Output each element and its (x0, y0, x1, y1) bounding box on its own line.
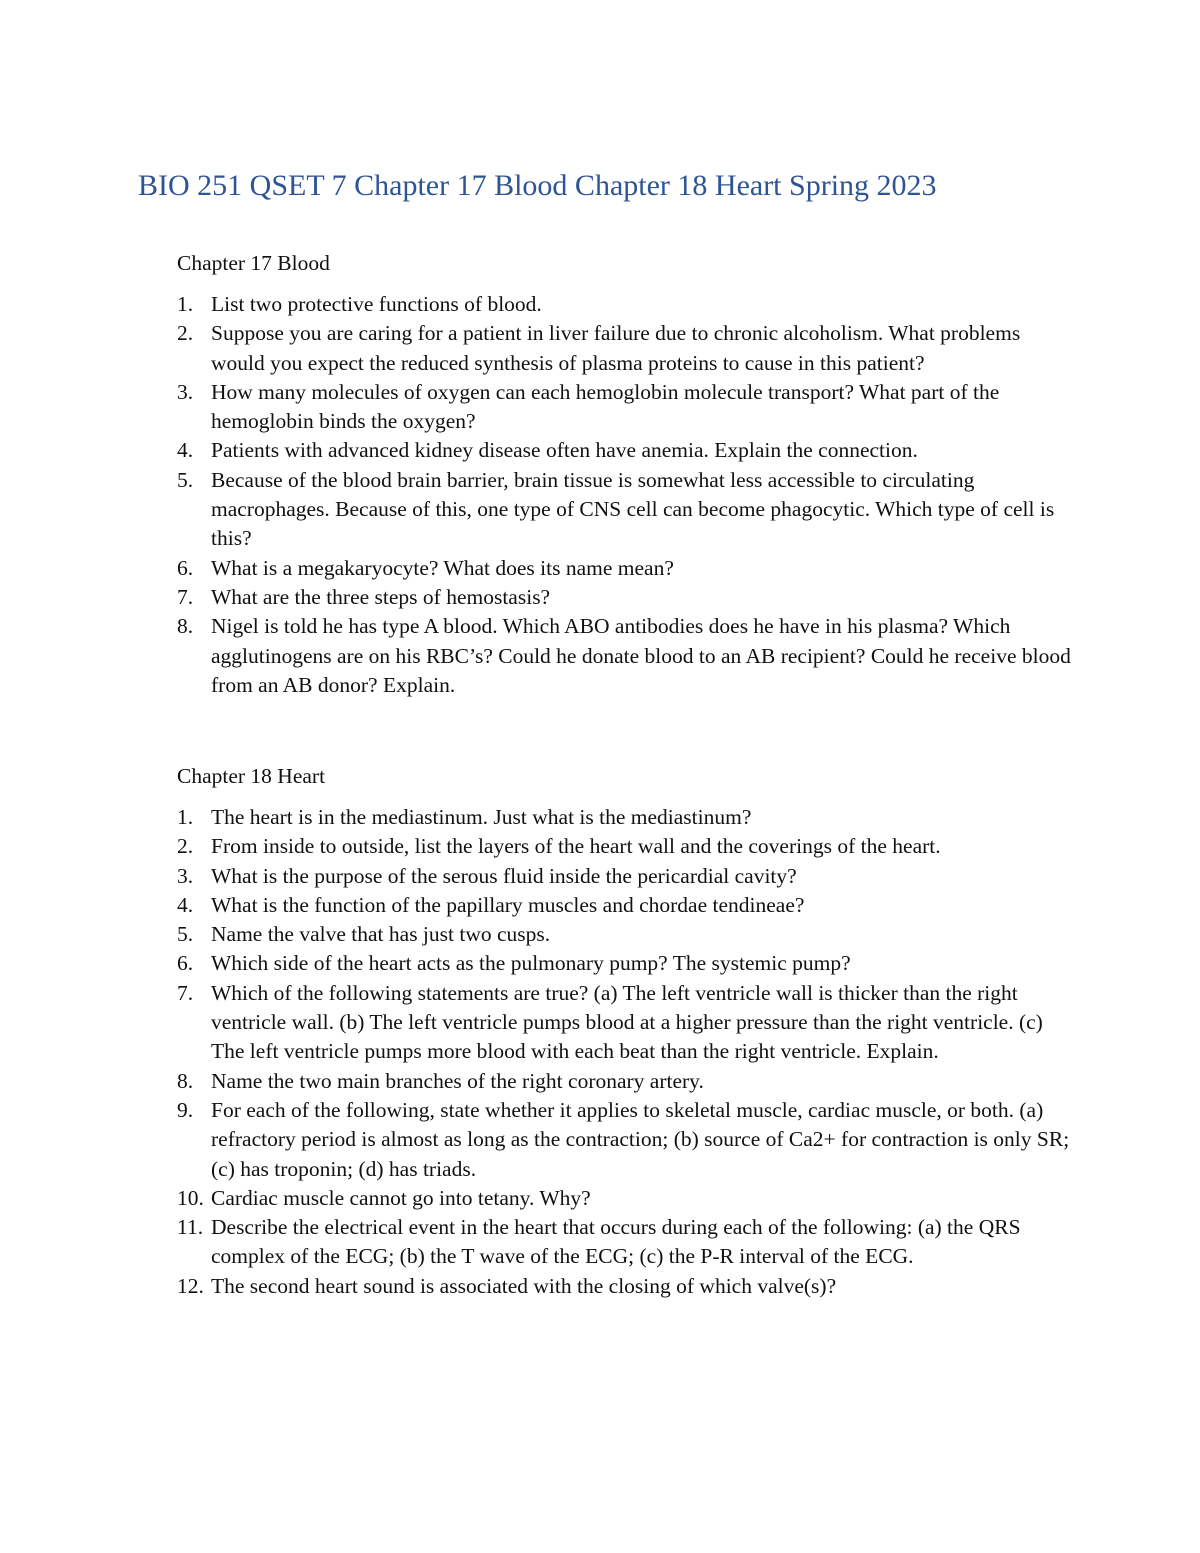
question-item (177, 378, 1077, 437)
question-number: 12. (177, 1273, 204, 1298)
question-number: 2. (177, 834, 194, 859)
question-item (177, 979, 1077, 1067)
question-item (177, 832, 1077, 861)
question-item (177, 920, 1077, 949)
question-item (177, 803, 1077, 832)
question-text: Because of the blood brain barrier, brain tissue is somewhat less accessible to circulating macrophages. Because of this, one type of CNS cell can become phagocytic. Which type of cell is this? (211, 467, 1055, 551)
section-heading: Chapter 18 Heart (177, 764, 326, 788)
question-item (177, 1067, 1077, 1096)
question-item (177, 436, 1077, 465)
question-text: Suppose you are caring for a patient in liver failure due to chronic alcoholism. What problems would you expect the reduced synthesis of plasma proteins to cause in this patient? (211, 321, 1021, 375)
question-item (177, 466, 1077, 554)
question-text: What is the function of the papillary muscles and chordae tendineae? (211, 892, 805, 917)
question-text: Cardiac muscle cannot go into tetany. Why? (211, 1185, 591, 1210)
question-number: 6. (177, 555, 194, 580)
section-heading: Chapter 17 Blood (177, 251, 330, 275)
question-number: 8. (177, 1068, 194, 1093)
question-text: The heart is in the mediastinum. Just what is the mediastinum? (211, 805, 752, 829)
question-text: The second heart sound is associated with the closing of which valve(s)? (211, 1273, 837, 1298)
question-number: 4. (177, 892, 194, 917)
question-item (177, 290, 1077, 319)
question-text: What is a megakaryocyte? What does its name mean? (211, 555, 674, 580)
question-number: 5. (177, 922, 194, 947)
question-item (177, 612, 1077, 700)
question-item (177, 1213, 1077, 1272)
question-text: For each of the following, state whether it applies to skeletal muscle, cardiac muscle, or both. (a) refractory period is almost as long as the contraction; (b) source of Ca2+ for contraction is only SR; (c) has troponin; (d) has triads. (211, 1097, 1070, 1181)
question-text: Which of the following statements are true? (a) The left ventricle wall is thicker than the right ventricle wall. (b) The left ventricle pumps blood at a higher pressure than the right ventricle. (c) The left ventricle pumps more blood with each beat than the right ventricle. Explain. (211, 980, 1043, 1064)
question-number: 9. (177, 1097, 194, 1122)
question-text: List two protective functions of blood. (211, 292, 542, 316)
question-list (177, 290, 1077, 700)
question-item (177, 319, 1077, 378)
question-text: Nigel is told he has type A blood. Which ABO antibodies does he have in his plasma? Which agglutinogens are on his RBC’s? Could he donate blood to an AB recipient? Could he receive blood from an AB donor? Explain. (211, 614, 1071, 697)
question-number: 7. (177, 980, 194, 1005)
question-number: 11. (177, 1215, 204, 1240)
question-text: What are the three steps of hemostasis? (211, 584, 551, 609)
question-text: Patients with advanced kidney disease often have anemia. Explain the connection. (211, 438, 918, 463)
question-item (177, 891, 1077, 920)
document-title: BIO 251 QSET 7 Chapter 17 Blood Chapter 18 Heart Spring 2023 (138, 169, 937, 202)
question-number: 10. (177, 1185, 204, 1210)
question-number: 1. (177, 292, 194, 316)
question-number: 8. (177, 614, 194, 639)
section-chapter-18 (177, 761, 1077, 1301)
question-item (177, 554, 1077, 583)
question-number: 6. (177, 951, 194, 976)
question-text: Describe the electrical event in the heart that occurs during each of the following: (a) the QRS complex of the ECG; (b) the T wave of the ECG; (c) the P-R interval of the ECG. (211, 1215, 1021, 1269)
question-item (177, 862, 1077, 891)
question-number: 5. (177, 467, 194, 492)
question-number: 3. (177, 863, 194, 888)
question-list (177, 803, 1077, 1301)
question-text: Name the valve that has just two cusps. (211, 922, 551, 947)
question-number: 4. (177, 438, 194, 463)
question-number: 3. (177, 379, 194, 404)
question-text: From inside to outside, list the layers of the heart wall and the coverings of the heart. (211, 834, 941, 859)
section-chapter-17 (177, 248, 1077, 700)
question-number: 2. (177, 321, 194, 346)
question-item (177, 1096, 1077, 1184)
question-item (177, 1184, 1077, 1213)
question-item (177, 949, 1077, 978)
question-item (177, 1272, 1077, 1301)
question-text: What is the purpose of the serous fluid inside the pericardial cavity? (211, 863, 797, 888)
question-text: Which side of the heart acts as the pulmonary pump? The systemic pump? (211, 951, 851, 976)
question-item (177, 583, 1077, 612)
question-text: Name the two main branches of the right coronary artery. (211, 1068, 704, 1093)
question-text: How many molecules of oxygen can each hemoglobin molecule transport? What part of the hemoglobin binds the oxygen? (211, 379, 1000, 434)
question-number: 7. (177, 584, 194, 609)
question-number: 1. (177, 805, 194, 829)
